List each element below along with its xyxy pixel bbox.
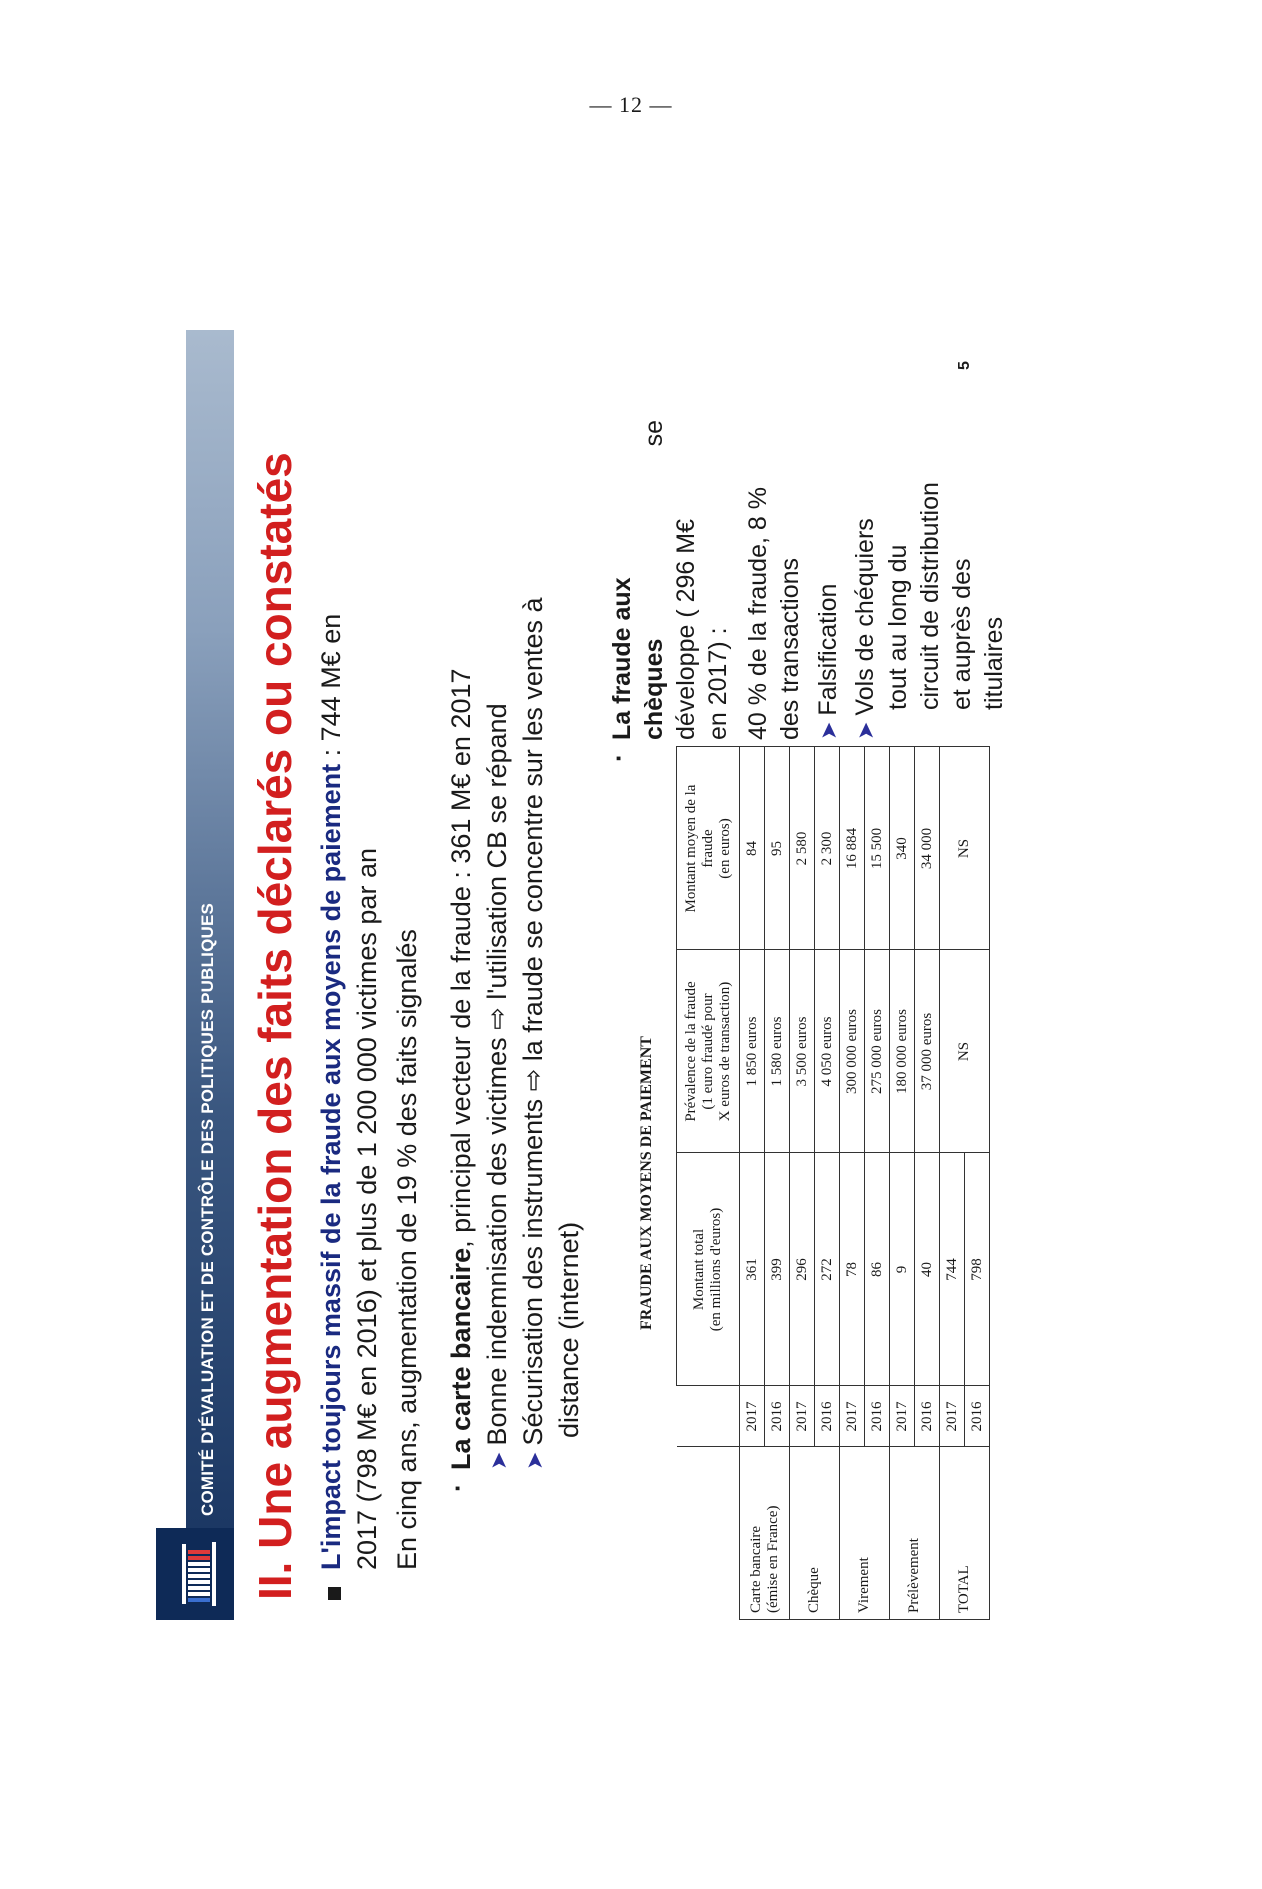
cheque-heading-tail: se (640, 420, 668, 447)
table-row (940, 747, 965, 1620)
header-total-line2: (en millions d'euros) (708, 1207, 724, 1332)
category-cell: Prélèvement (890, 1447, 940, 1620)
cheque-line: développe ( 296 M€ (672, 519, 700, 740)
average-cell: 340 (890, 747, 915, 950)
square-bullet-icon (328, 1587, 341, 1600)
bullet1-line2: 2017 (798 M€ en 2016) et plus de 1 200 000 victimes par an (352, 848, 382, 1570)
year-cell: 2017 (940, 1386, 965, 1447)
bullet2-sub2-line2: distance (internet) (554, 1221, 584, 1438)
category-cell (740, 1447, 790, 1620)
bullet2-sub1 (482, 703, 513, 1470)
header-total (677, 1153, 740, 1386)
prevalence-cell: NS (940, 950, 990, 1153)
bullet1-bold: L'impact toujours massif de la fraude aux moyens de paiement (316, 763, 346, 1570)
header-prevalence-line1: Prévalence de la fraude (682, 981, 699, 1122)
prevalence-cell: 37 000 euros (915, 950, 940, 1153)
total-cell: 744 (940, 1153, 965, 1386)
table-header-row (677, 747, 740, 1620)
slide-title: II. Une augmentation des faits déclarés ou constatés (249, 452, 301, 1600)
total-cell: 272 (815, 1153, 840, 1386)
cheque-heading-line2: chèques (640, 638, 668, 740)
bullet2-line1 (446, 669, 477, 1471)
cheque-line: 40 % de la fraude, 8 % (744, 487, 772, 740)
arrowhead-icon: ➤ (816, 721, 841, 740)
cheque-sub1-text: Falsification (814, 583, 842, 716)
average-cell: 84 (740, 747, 765, 950)
prevalence-cell: 3 500 euros (790, 950, 815, 1153)
prevalence-cell: 275 000 euros (865, 950, 890, 1153)
bullet1-line3: En cinq ans, augmentation de 19 % des faits signalés (392, 929, 422, 1570)
parliament-building-icon (168, 1540, 220, 1608)
bullet2-sub2-text: Sécurisation des instruments ⇨ la fraude se concentre sur les ventes à (518, 597, 548, 1446)
cheque-line: en 2017) : (704, 627, 732, 740)
header-empty (677, 1386, 740, 1447)
year-cell: 2017 (890, 1386, 915, 1447)
bullet2-sub2 (518, 598, 549, 1471)
year-cell: 2017 (840, 1386, 865, 1447)
table-row (790, 747, 815, 1620)
header-band (186, 330, 234, 1528)
table-title: FRAUDE AUX MOYENS DE PAIEMENT (638, 1036, 655, 1330)
cheque-sub2-line: titulaires (980, 616, 1008, 710)
total-cell: 798 (965, 1153, 990, 1386)
year-cell: 2016 (915, 1386, 940, 1447)
total-cell: 399 (765, 1153, 790, 1386)
header-average (677, 747, 740, 950)
header-prevalence-line2: (1 euro fraudé pour (699, 993, 716, 1110)
cheque-sub2-line: tout au long du (884, 544, 912, 710)
header-prevalence-line3: X euros de transaction) (716, 981, 733, 1122)
average-cell: 16 884 (840, 747, 865, 950)
cheque-sub2-line1: Vols de chéquiers (851, 518, 879, 716)
cheque-sub2-line: et auprès des (948, 558, 976, 710)
table-row (890, 747, 915, 1620)
total-cell: 40 (915, 1153, 940, 1386)
arrowhead-icon: ➤ (853, 721, 878, 740)
bullet2-rest: , principal vecteur de la fraude : 361 M€ en 2017 (446, 668, 476, 1248)
cheque-heading (603, 420, 670, 762)
prevalence-cell: 300 000 euros (840, 950, 865, 1153)
assemblee-logo (156, 1528, 234, 1620)
bullet2-bold: La carte bancaire (446, 1247, 476, 1470)
arrowhead-icon: ➤ (522, 1451, 547, 1470)
cheque-block (603, 420, 1010, 762)
total-cell: 86 (865, 1153, 890, 1386)
average-cell: 34 000 (915, 747, 940, 950)
bullet1-rest: : 744 M€ en (316, 613, 346, 764)
dot-bullet-icon: · (442, 1483, 472, 1492)
category-label-sub: (émise en France) (764, 1505, 781, 1613)
slide-number: 5 (956, 361, 973, 370)
dot-bullet-icon: · (603, 753, 633, 762)
header-average-line3: (en euros) (716, 818, 733, 879)
category-cell: Chèque (790, 1447, 840, 1620)
cheque-sub1 (812, 420, 845, 740)
header-prevalence (677, 950, 740, 1153)
slide-header (156, 330, 234, 1620)
cheque-heading-line1: La fraude aux (608, 577, 636, 740)
year-cell: 2017 (740, 1386, 765, 1447)
arrowhead-icon: ➤ (486, 1451, 511, 1470)
prevalence-cell: 4 050 euros (815, 950, 840, 1153)
total-cell: 361 (740, 1153, 765, 1386)
category-cell: Virement (840, 1447, 890, 1620)
average-cell: 95 (765, 747, 790, 950)
bullet1-line1 (316, 614, 347, 1570)
average-cell: 2 580 (790, 747, 815, 950)
cheque-sub2 (849, 420, 882, 740)
average-cell: 2 300 (815, 747, 840, 950)
prevalence-cell: 1 850 euros (740, 950, 765, 1153)
year-cell: 2016 (865, 1386, 890, 1447)
average-cell: NS (940, 747, 990, 950)
header-empty (677, 1447, 740, 1620)
header-total-line1: Montant total (691, 1228, 707, 1311)
table-row (740, 747, 765, 1620)
cheque-sub2-line: circuit de distribution (916, 482, 944, 710)
category-label: Carte bancaire (747, 1525, 764, 1613)
header-average-line1: Montant moyen de la (682, 784, 699, 913)
year-cell: 2016 (815, 1386, 840, 1447)
table-row (840, 747, 865, 1620)
total-cell: 296 (790, 1153, 815, 1386)
year-cell: 2016 (965, 1386, 990, 1447)
year-cell: 2017 (790, 1386, 815, 1447)
total-cell: 9 (890, 1153, 915, 1386)
slide (156, 330, 1006, 1620)
prevalence-cell: 1 580 euros (765, 950, 790, 1153)
fraud-table (676, 747, 990, 1621)
header-label: COMITÉ D'ÉVALUATION ET DE CONTRÔLE DES POLITIQUES PUBLIQUES (198, 902, 217, 1516)
bullet2-sub1-text: Bonne indemnisation des victimes ⇨ l'utilisation CB se répand (482, 703, 512, 1446)
average-cell: 15 500 (865, 747, 890, 950)
page-number: — 12 — (589, 92, 673, 117)
cheque-line: des transactions (776, 557, 804, 740)
header-average-line2: fraude (699, 829, 716, 868)
year-cell: 2016 (765, 1386, 790, 1447)
prevalence-cell: 180 000 euros (890, 950, 915, 1153)
total-cell: 78 (840, 1153, 865, 1386)
category-cell: TOTAL (940, 1447, 990, 1620)
